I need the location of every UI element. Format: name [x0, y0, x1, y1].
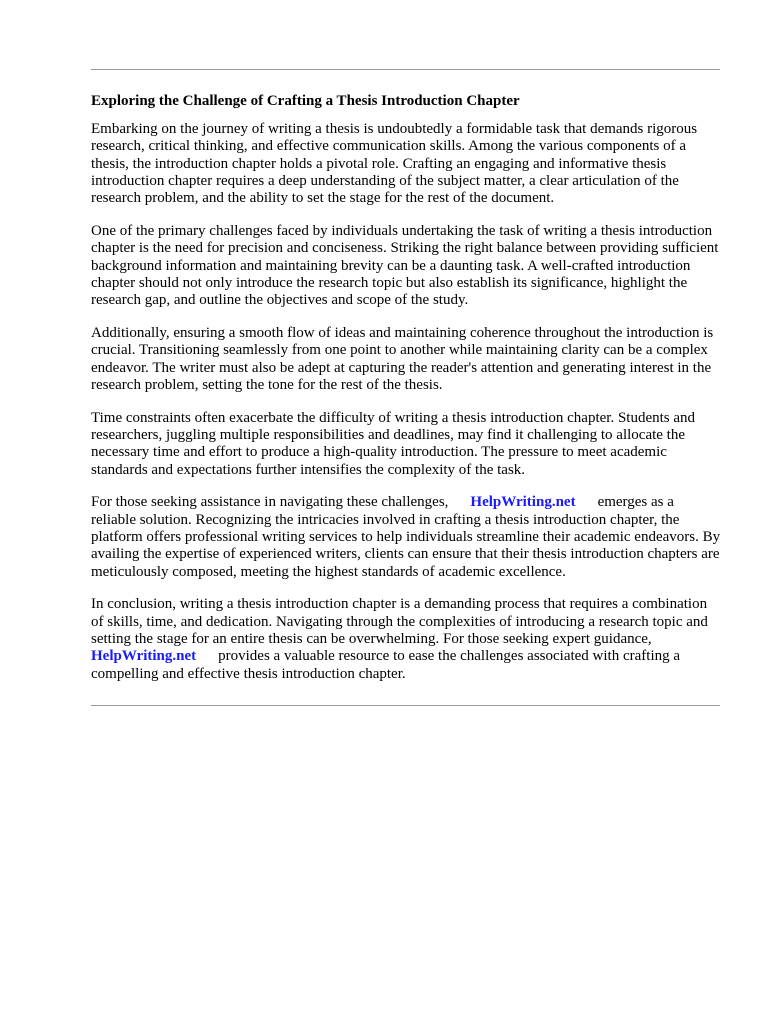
document-title: Exploring the Challenge of Crafting a Thesis Introduction Chapter — [91, 93, 520, 109]
document-body — [91, 92, 721, 698]
paragraph-time-constraints: Time constraints often exacerbate the difficulty of writing a thesis introduction chapter. Students and researchers, juggling multiple responsibilities and deadlines, may find it challenging to allocate the necessary time and effort to produce a high-quality introduction. The pressure to meet academic standards and expectations further intensifies the complexity of the task. — [91, 409, 696, 478]
paragraph-conclusion — [91, 596, 721, 682]
paragraph-challenges: One of the primary challenges faced by individuals undertaking the task of writing a thesis introduction chapter is the need for precision and conciseness. Striking the right balance between providing sufficient background information and maintaining brevity can be a daunting task. A well-crafted introduction chapter should not only introduce the research topic but also establish its significance, highlight the research gap, and outline the objectives and scope of the study. — [91, 222, 719, 309]
helpwriting-link[interactable]: HelpWriting.net — [470, 494, 576, 511]
paragraph-assistance-rest: emerges as a reliable solution. Recognizing the intricacies involved in crafting a thesis introduction chapter, the platform offers professional writing services to help individuals streamline their academic endeavors. By availing the expertise of experienced writers, clients can ensure that their thesis introduction chapters are meticulously composed, meeting the highest standards of academic excellence. — [91, 494, 721, 580]
paragraph-intro: Embarking on the journey of writing a thesis is undoubtedly a formidable task that demands rigorous research, critical thinking, and effective communication skills. Among the various components of a thesis, the introduction chapter holds a pivotal role. Crafting an engaging and informative thesis introduction chapter requires a deep understanding of the subject matter, a clear articulation of the research problem, and the ability to set the stage for the rest of the document. — [91, 121, 698, 207]
paragraph-assistance-lead: For those seeking assistance in navigating these challenges, — [91, 494, 449, 511]
paragraph-assistance — [91, 494, 721, 580]
bottom-divider — [91, 705, 720, 706]
paragraph-conclusion-lead: In conclusion, writing a thesis introduction chapter is a demanding process that requires a combination of skills, time, and dedication. Navigating through the complexities of introducing a research topic and setting the stage for an entire thesis can be overwhelming. For those seeking expert guidance, — [91, 596, 708, 647]
paragraph-conclusion-rest: provides a valuable resource to ease the challenges associated with crafting a compelling and effective thesis introduction chapter. — [91, 648, 681, 682]
helpwriting-link-conclusion[interactable]: HelpWriting.net — [91, 648, 197, 665]
paragraph-coherence: Additionally, ensuring a smooth flow of ideas and maintaining coherence throughout the introduction is crucial. Transitioning seamlessly from one point to another while maintaining clarity can be a complex endeavor. The writer must also be adept at capturing the reader's attention and generating interest in the research problem, setting the tone for the rest of the thesis. — [91, 324, 714, 393]
top-divider — [91, 69, 720, 70]
